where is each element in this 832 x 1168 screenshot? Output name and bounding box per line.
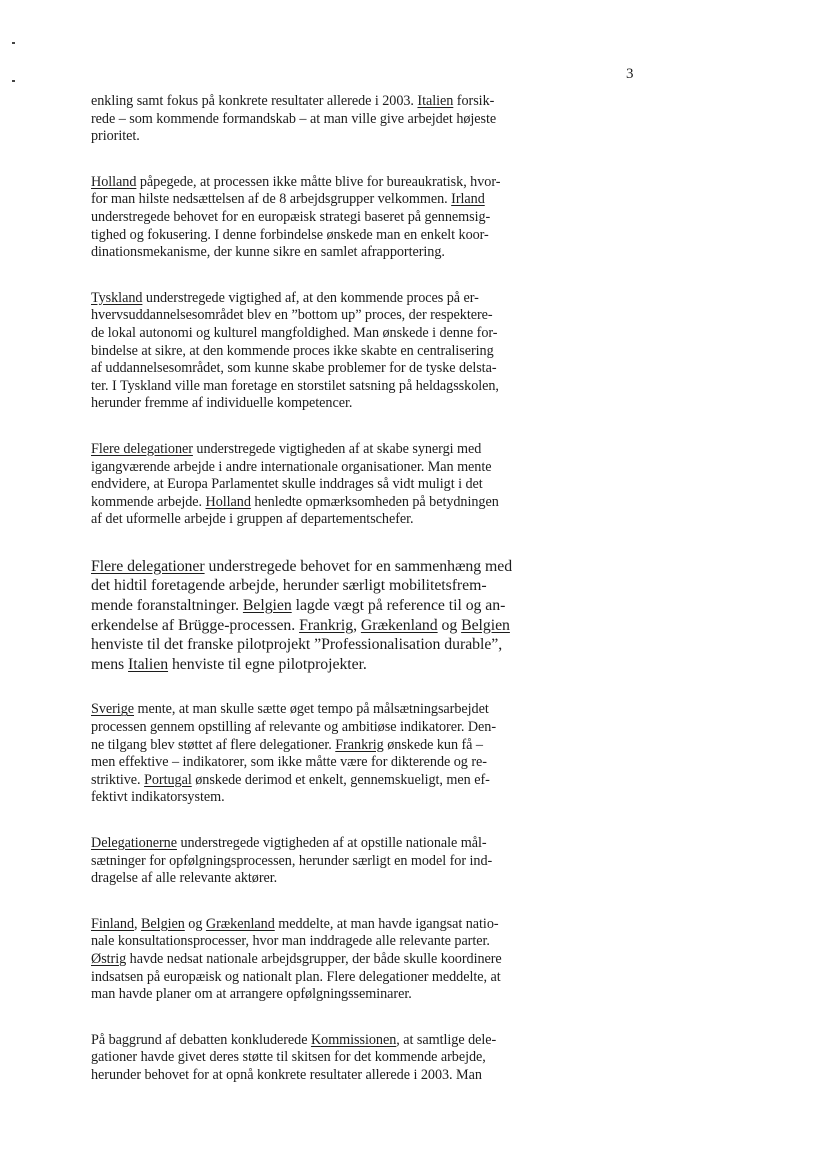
text-segment: henledte opmærksomheden på betydningen	[250, 493, 499, 510]
text-line	[91, 476, 573, 494]
text-segment: prioritet.	[91, 128, 140, 145]
underlined-term: Østrig	[91, 950, 127, 967]
text-segment: understregede behovet for en europæisk strategi baseret på gennemsig-	[91, 208, 491, 225]
text-segment: og	[184, 915, 206, 932]
text-line	[91, 325, 573, 343]
underlined-term: Finland	[91, 915, 135, 932]
paragraph	[91, 701, 573, 807]
text-segment: rede – som kommende formandskab – at man ville give arbejdet højeste	[91, 110, 497, 127]
text-line	[91, 789, 573, 807]
text-segment: fektivt indikatorsystem.	[91, 789, 225, 806]
text-line	[91, 290, 573, 308]
text-line	[91, 511, 573, 529]
paragraph	[91, 441, 573, 529]
text-line	[91, 737, 573, 755]
text-line	[91, 655, 573, 675]
text-line	[91, 596, 573, 616]
text-segment: dragelse af alle relevante aktører.	[91, 870, 278, 887]
text-line	[91, 616, 573, 636]
text-segment: striktive.	[91, 771, 145, 788]
paragraph	[91, 835, 573, 888]
text-segment: lagde vægt på reference til og an-	[291, 597, 506, 615]
underlined-term: Frankrig	[335, 736, 384, 753]
text-line	[91, 93, 573, 111]
text-segment: enkling samt fokus på konkrete resultater allerede i 2003.	[91, 93, 418, 109]
text-line	[91, 494, 573, 512]
text-segment: af det uformelle arbejde i gruppen af departementschefer.	[91, 511, 414, 528]
text-segment: påpegede, at processen ikke måtte blive for bureaukratisk, hvor-	[136, 173, 501, 190]
text-segment: endvidere, at Europa Parlamentet skulle inddrages så vidt muligt i det	[91, 476, 483, 493]
text-segment: dinationsmekanisme, der kunne sikre en samlet afrapportering.	[91, 244, 445, 261]
text-line	[91, 1049, 573, 1067]
text-line	[91, 128, 573, 146]
page-number: 3	[626, 66, 634, 82]
text-segment: ønskede derimod et enkelt, gennemskueligt, men ef-	[191, 771, 490, 788]
underlined-term: Belgien	[242, 597, 292, 615]
text-segment: herunder behovet for at opnå konkrete resultater allerede i 2003. Man	[91, 1066, 482, 1083]
text-segment: herunder fremme af individuelle kompetencer.	[91, 395, 353, 412]
text-segment: igangværende arbejde i andre internationale organisationer. Man mente	[91, 458, 492, 475]
text-segment: mens	[91, 655, 129, 673]
text-line	[91, 244, 573, 262]
underlined-term: Belgien	[461, 616, 510, 634]
text-segment: understregede vigtigheden af at opstille nationale mål-	[176, 835, 487, 851]
document-body	[91, 93, 573, 1113]
text-line	[91, 772, 573, 790]
text-line	[91, 209, 573, 227]
text-segment: processen gennem opstilling af relevante og ambitiøse indikatorer. Den-	[91, 719, 497, 736]
scan-mark	[12, 42, 15, 44]
underlined-term: Kommissionen	[310, 1031, 397, 1048]
text-line	[91, 701, 573, 719]
underlined-term: Italien	[128, 655, 169, 673]
text-line	[91, 951, 573, 969]
text-line	[91, 459, 573, 477]
text-segment: kommende arbejde.	[91, 493, 206, 510]
text-segment: På baggrund af debatten konkluderede	[91, 1031, 311, 1048]
paragraph	[91, 93, 573, 146]
text-segment: understregede behovet for en sammenhæng med	[204, 557, 513, 575]
text-line	[91, 360, 573, 378]
text-segment: for man hilste nedsættelsen af de 8 arbejdsgrupper velkommen.	[91, 191, 452, 208]
text-segment: gationer havde givet deres støtte til skitsen for det kommende arbejde,	[91, 1049, 486, 1066]
text-line	[91, 754, 573, 772]
text-segment: ter. I Tyskland ville man foretage en storstilet satsning på heldagsskolen,	[91, 377, 499, 394]
underlined-term: Flere delegationer	[91, 440, 193, 457]
text-line	[91, 835, 573, 853]
text-line	[91, 1032, 573, 1050]
text-segment: af uddannelsesområdet, som kunne skabe problemer for de tyske delsta-	[91, 360, 497, 377]
text-segment: man havde planer om at arrangere opfølgningsseminarer.	[91, 986, 412, 1003]
text-segment: de lokal autonomi og kulturel mangfoldighed. Man ønskede i denne for-	[91, 324, 498, 341]
text-line	[91, 307, 573, 325]
paragraph	[91, 557, 573, 675]
underlined-term: Delegationerne	[91, 835, 177, 851]
text-line	[91, 986, 573, 1004]
text-segment: understregede vigtigheden af at skabe synergi med	[192, 440, 482, 457]
paragraph	[91, 1032, 573, 1085]
underlined-term: Portugal	[144, 771, 192, 788]
text-line	[91, 111, 573, 129]
underlined-term: Sverige	[91, 701, 134, 718]
paragraph	[91, 916, 573, 1004]
text-segment: hvervsuddannelsesområdet blev en ”bottom up” proces, der respektere-	[91, 307, 493, 324]
text-segment: henviste til det franske pilotprojekt ”Professionalisation durable”,	[91, 636, 503, 654]
text-line	[91, 853, 573, 871]
text-segment: bindelse at sikre, at den kommende proces ikke skabte en centralisering	[91, 342, 494, 359]
text-segment: havde nedsat nationale arbejdsgrupper, der både skulle koordinere	[126, 950, 502, 967]
text-segment: sætninger for opfølgningsprocessen, herunder særligt en model for ind-	[91, 852, 493, 869]
text-segment: forsik-	[453, 93, 495, 109]
text-line	[91, 635, 573, 655]
text-segment: understregede vigtighed af, at den kommende proces på er-	[142, 289, 479, 306]
paragraph	[91, 290, 573, 413]
underlined-term: Grækenland	[205, 915, 275, 932]
underlined-term: Flere delegationer	[91, 557, 205, 575]
text-segment: henviste til egne pilotprojekter.	[168, 655, 367, 673]
text-line	[91, 576, 573, 596]
text-line	[91, 933, 573, 951]
text-line	[91, 719, 573, 737]
scan-mark	[12, 80, 15, 82]
underlined-term: Grækenland	[360, 616, 438, 634]
text-segment: mende foranstaltninger.	[91, 597, 243, 615]
text-line	[91, 191, 573, 209]
text-segment: og	[437, 616, 462, 634]
underlined-term: Belgien	[141, 915, 185, 932]
text-line	[91, 343, 573, 361]
text-segment: meddelte, at man havde igangsat natio-	[274, 915, 499, 932]
underlined-term: Frankrig	[299, 616, 354, 634]
text-segment: men effektive – indikatorer, som ikke måtte være for dikterende og re-	[91, 754, 487, 771]
text-line	[91, 870, 573, 888]
underlined-term: Holland	[91, 173, 137, 190]
text-line	[91, 916, 573, 934]
text-segment: ønskede kun få –	[383, 736, 483, 753]
text-line	[91, 395, 573, 413]
text-line	[91, 557, 573, 577]
text-segment: indsatsen på europæisk og nationalt plan. Flere delegationer meddelte, at	[91, 968, 501, 985]
text-line	[91, 227, 573, 245]
underlined-term: Irland	[451, 191, 485, 208]
text-segment: ne tilgang blev støttet af flere delegationer.	[91, 736, 336, 753]
paragraph	[91, 174, 573, 262]
text-segment: mente, at man skulle sætte øget tempo på målsætningsarbejdet	[134, 701, 489, 718]
underlined-term: Italien	[417, 93, 454, 109]
text-line	[91, 378, 573, 396]
text-segment: ,	[134, 915, 142, 932]
text-segment: ,	[353, 616, 361, 634]
text-segment: tighed og fokusering. I denne forbindelse ønskede man en enkelt koor-	[91, 226, 489, 243]
text-line	[91, 174, 573, 192]
text-segment: , at samtlige dele-	[396, 1031, 497, 1048]
text-line	[91, 969, 573, 987]
text-segment: det hidtil foretagende arbejde, herunder særligt mobilitetsfrem-	[91, 577, 487, 595]
text-line	[91, 1067, 573, 1085]
text-segment: nale konsultationsprocesser, hvor man inddragede alle relevante parter.	[91, 933, 490, 950]
underlined-term: Holland	[205, 493, 251, 510]
text-segment: erkendelse af Brügge-processen.	[91, 616, 300, 634]
text-line	[91, 441, 573, 459]
underlined-term: Tyskland	[91, 289, 143, 306]
